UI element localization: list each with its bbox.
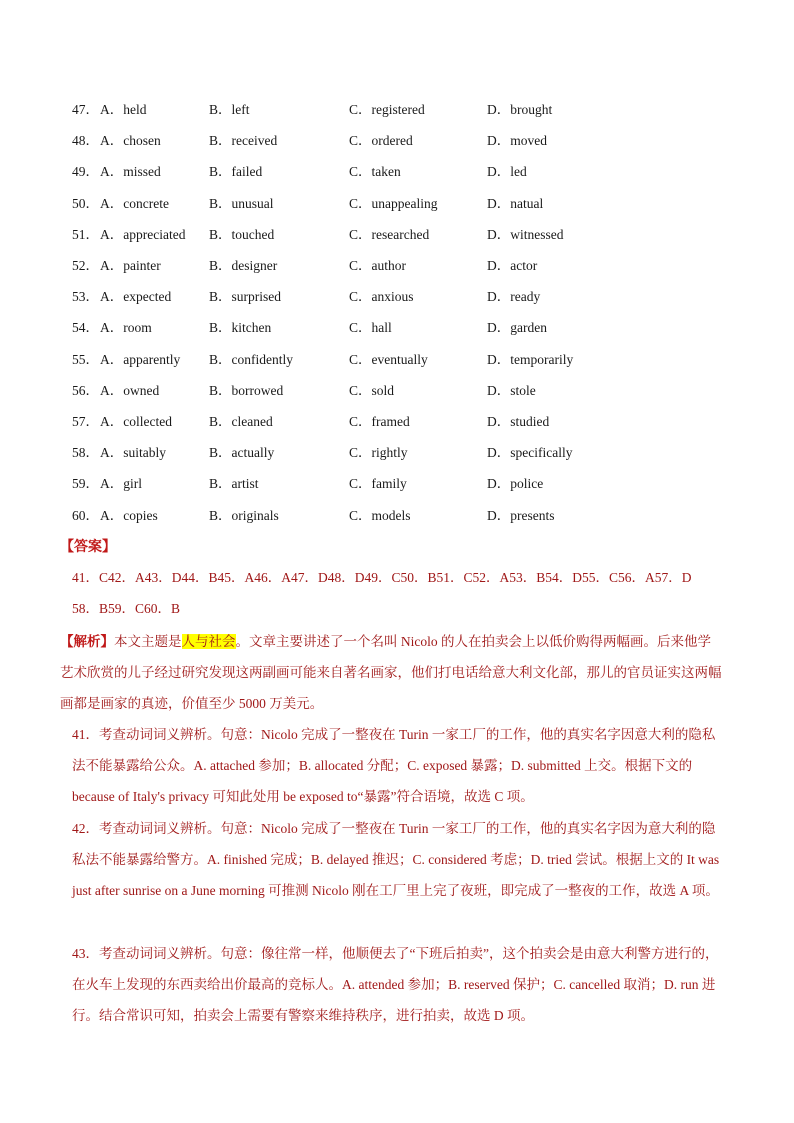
question-number: 54． [72,320,99,336]
option-c: C．anxious [349,289,414,305]
option-d: D．natual [487,195,544,211]
option-a: A．room [100,320,152,336]
question-number: 60． [72,507,99,523]
analysis-heading: 【解析】 [60,634,114,649]
question-row [72,381,632,401]
question-row [72,131,632,151]
option-c: C．family [349,476,407,492]
option-a: A．girl [100,476,142,492]
analysis-intro-post: 。文章主要讲述了一个名叫 Nicolo 的人在拍卖会上以低价购得两幅画。后来他学艺术欣赏的儿子经过研究发现这两副画可能来自著名画家，他们打电话给意大利文化部，那儿的官员证实这两幅画都是画家的真迹，价值至少 5000 万美元。 [60,634,722,711]
option-a: A．painter [100,258,161,273]
option-a: A．collected [100,414,172,429]
option-d: D．stole [487,382,536,398]
question-number: 58． [72,445,99,461]
option-c: C．hall [349,320,392,336]
analysis-q41: 41．考查动词词义辨析。句意：Nicolo 完成了一整夜在 Turin 一家工厂的工作，他的真实名字因意大利的隐私法不能暴露给公众。A. attached 参加；B. allocated 分配；C. exposed 暴露；D. submitted 上交。根据下文的 because of Italy's privacy 可知此处用 be exposed to“暴露”符合语境，故选 C 项。 [72,727,716,804]
question-number: 57． [72,414,99,429]
option-a: A．chosen [100,133,161,149]
theme-highlight: 人与社会 [181,634,236,649]
option-b: B．actually [209,445,275,461]
option-a: A．held [100,102,147,117]
question-number: 47． [72,102,99,117]
option-d: D．specifically [487,445,573,461]
option-b: B．originals [209,507,279,523]
option-a: A．apparently [100,351,181,367]
question-row [72,412,632,432]
option-d: D．brought [487,102,553,117]
question-row [72,474,632,494]
analysis-q42: 42．考查动词词义辨析。句意：Nicolo 完成了一整夜在 Turin 一家工厂的工作，他的真实名字因为意大利的隐私法不能暴露给警方。A. finished 完成；B. delayed 推迟；C. considered 考虑；D. tried 尝试。根据上文的 It was just after sunrise on a June morning 可推测 Nicolo 刚在工厂里上完了夜班，即完成了一整夜的工作，故选 A 项。 [72,821,720,898]
question-number: 53． [72,289,99,305]
analysis-intro-pre: 本文主题是 [114,634,182,649]
option-b: B．confidently [209,351,293,367]
question-row [72,194,632,214]
option-a: A．expected [100,289,172,305]
option-d: D．police [487,476,544,492]
option-b: B．designer [209,258,278,273]
option-b: B．left [209,102,250,117]
option-b: B．kitchen [209,320,272,336]
option-b: B．surprised [209,289,281,305]
option-c: C．author [349,258,406,273]
question-row [72,162,632,182]
question-row [72,256,632,276]
option-c: C．taken [349,164,401,180]
option-a: A．missed [100,164,161,180]
option-c: C．framed [349,414,410,429]
option-d: D．temporarily [487,351,574,367]
option-c: C．rightly [349,445,408,461]
option-b: B．touched [209,226,275,242]
option-a: A．owned [100,382,160,398]
option-d: D．presents [487,507,555,523]
option-a: A．appreciated [100,226,186,242]
option-d: D．witnessed [487,226,564,242]
option-d: D．actor [487,258,538,273]
option-a: A．copies [100,507,158,523]
question-number: 49． [72,164,99,180]
option-c: C．researched [349,226,430,242]
question-row [72,506,632,526]
option-d: D．moved [487,133,547,149]
question-row [72,100,632,120]
option-c: C．unappealing [349,195,438,211]
question-row [72,287,632,307]
option-b: B．cleaned [209,414,273,429]
option-c: C．sold [349,382,395,398]
option-d: D．led [487,164,527,180]
question-number: 55． [72,351,99,367]
option-d: D．ready [487,289,541,305]
option-b: B．artist [209,476,259,492]
option-c: C．models [349,507,411,523]
option-c: C．registered [349,102,425,117]
option-d: D．garden [487,320,547,336]
option-b: B．borrowed [209,382,284,398]
option-c: C．eventually [349,351,428,367]
question-row [72,318,632,338]
analysis-intro [60,626,724,719]
answer-key-line-1: 41．C42．A43．D44．B45．A46．A47．D48．D49．C50．B51．C52．A53．B54．D55．C56．A57．D [72,570,692,585]
option-c: C．ordered [349,133,413,149]
question-number: 51． [72,226,99,242]
question-number: 52． [72,258,99,273]
analysis-q43: 43．考查动词词义辨析。句意：像往常一样，他顺便去了“下班后拍卖”，这个拍卖会是由意大利警方进行的，在火车上发现的东西卖给出价最高的竞标人。A. attended 参加；B. reserved 保护；C. cancelled 取消；D. run 进行。结合常识可知，拍卖会上需要有警察来维持秩序，进行拍卖，故选 D 项。 [72,946,719,1023]
answer-heading: 【答案】 [60,540,116,555]
question-number: 48． [72,133,99,149]
question-number: 59． [72,476,99,492]
option-a: A．suitably [100,445,166,461]
option-b: B．received [209,133,278,149]
option-d: D．studied [487,414,550,429]
answer-key-line-2: 58．B59．C60．B [72,601,181,616]
option-b: B．unusual [209,195,274,211]
question-number: 50． [72,195,99,211]
question-number: 56． [72,382,99,398]
question-row [72,443,632,463]
question-row [72,225,632,245]
option-b: B．failed [209,164,263,180]
question-row [72,350,632,370]
option-a: A．concrete [100,195,169,211]
